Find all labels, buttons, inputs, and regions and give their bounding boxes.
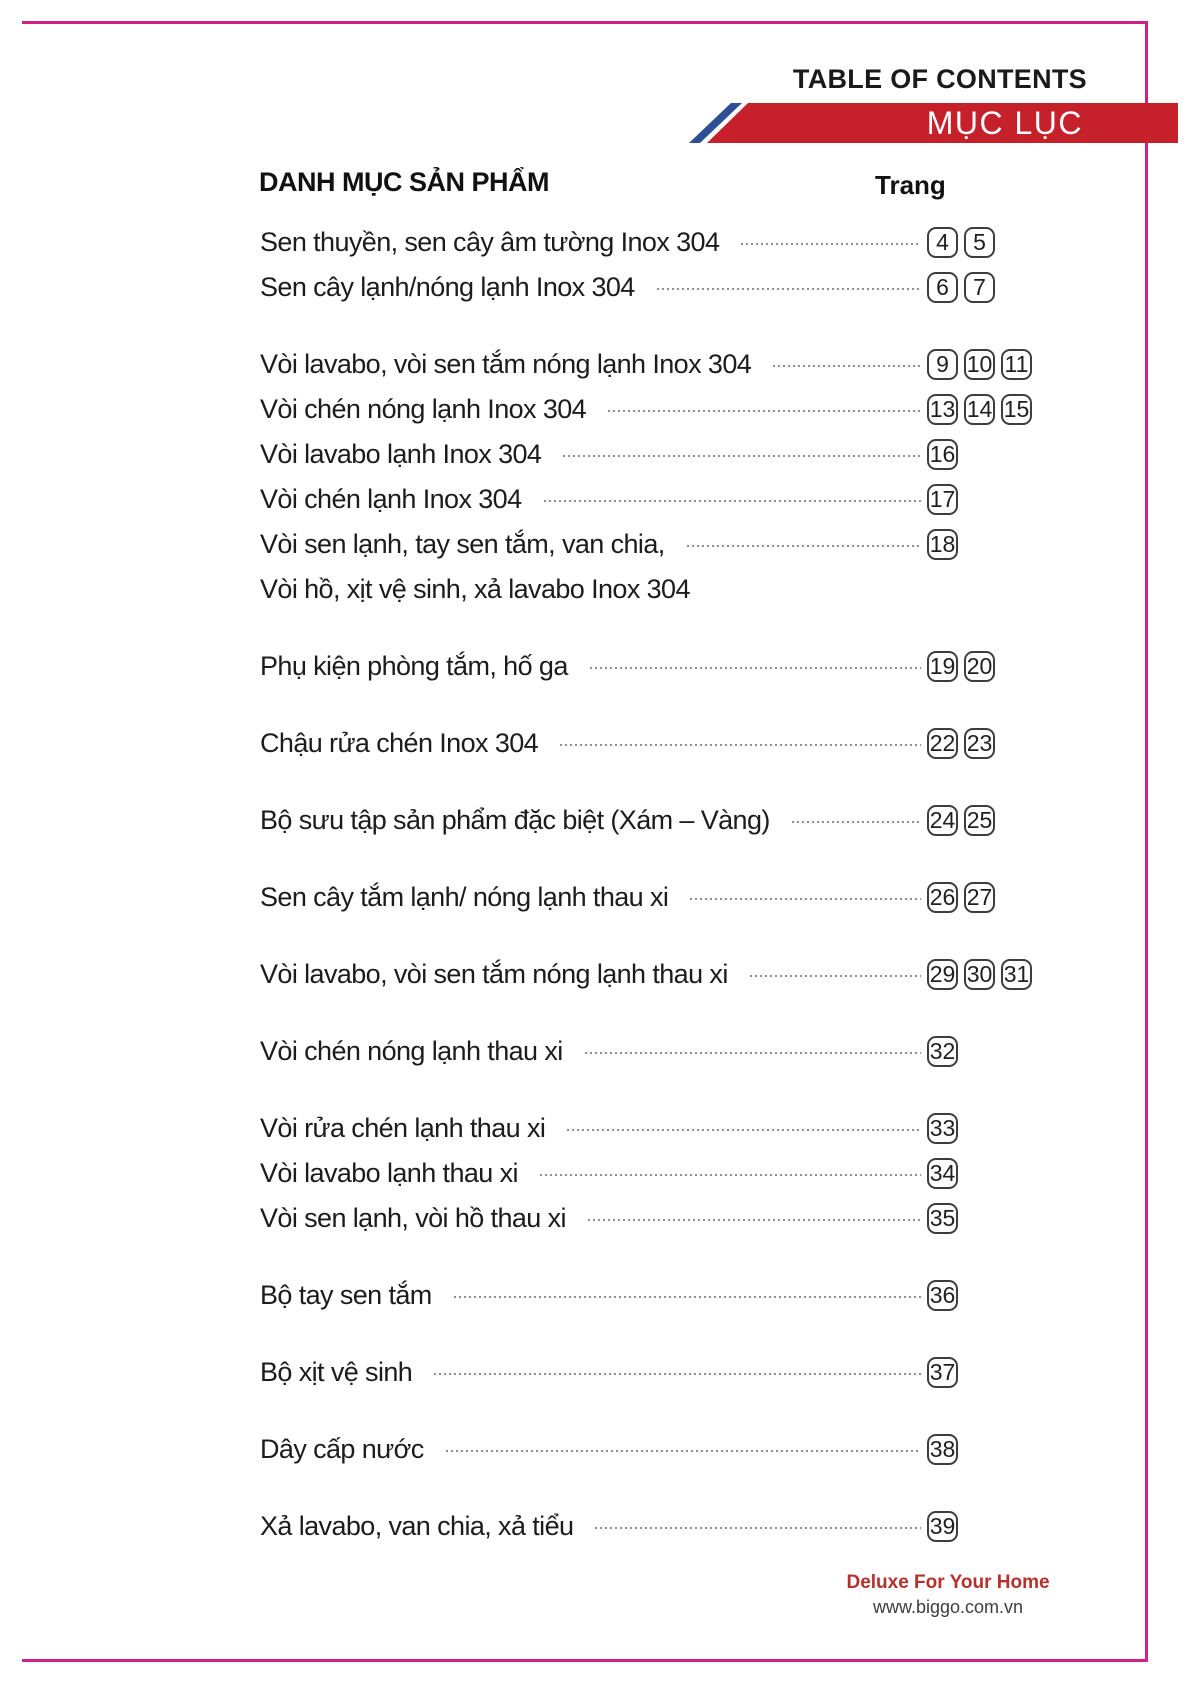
toc-row <box>260 1151 1032 1196</box>
toc-entry-label: Bộ tay sen tắm <box>260 1280 432 1310</box>
toc-row <box>260 432 1032 477</box>
page-number-badge: 19 <box>927 651 958 682</box>
page-number-badge: 35 <box>927 1203 958 1234</box>
toc-entry-label: Vòi lavabo, vòi sen tắm nóng lạnh Inox 304 <box>260 349 752 379</box>
toc-row <box>260 1350 1032 1395</box>
toc-heading: DANH MỤC SẢN PHẨM <box>259 167 549 197</box>
dotted-leader <box>540 1174 921 1176</box>
toc-entry-label: Chậu rửa chén Inox 304 <box>260 728 539 758</box>
toc-entry-label: Vòi lavabo, vòi sen tắm nóng lạnh thau xi <box>260 959 728 989</box>
toc-entry-label: Vòi chén nóng lạnh Inox 304 <box>260 394 587 424</box>
toc-row <box>260 342 1032 387</box>
page-number-badge: 36 <box>927 1280 958 1311</box>
page-number-badge: 13 <box>927 394 958 425</box>
page-number-badge: 4 <box>927 227 958 258</box>
page-number-group <box>927 1434 1032 1465</box>
dotted-leader <box>687 545 921 547</box>
toc-section <box>260 798 1032 843</box>
toc-list <box>260 220 1032 1549</box>
page-number-group <box>927 959 1032 990</box>
dotted-leader <box>544 500 921 502</box>
page-number-badge: 20 <box>964 651 995 682</box>
toc-row <box>260 477 1032 522</box>
toc-row <box>260 567 1032 612</box>
toc-row <box>260 522 1032 567</box>
toc-entry-label: Vòi chén nóng lạnh thau xi <box>260 1036 563 1066</box>
toc-entry-label: Sen cây lạnh/nóng lạnh Inox 304 <box>260 272 635 302</box>
dotted-leader <box>750 975 921 977</box>
page-number-badge: 10 <box>964 349 995 380</box>
page-title-english: TABLE OF CONTENTS <box>792 64 1087 94</box>
toc-entry-label: Vòi chén lạnh Inox 304 <box>260 484 522 514</box>
page-number-badge: 33 <box>927 1113 958 1144</box>
page-number-badge: 23 <box>964 728 995 759</box>
dotted-leader <box>657 288 921 290</box>
toc-entry-label: Bộ sưu tập sản phẩm đặc biệt (Xám – Vàng) <box>260 805 770 835</box>
dotted-leader <box>690 898 921 900</box>
dotted-leader <box>595 1527 921 1529</box>
page-number-group <box>927 1511 1032 1542</box>
page-number-badge: 14 <box>964 394 995 425</box>
footer-website: www.biggo.com.vn <box>872 1597 1024 1617</box>
toc-row <box>260 1273 1032 1318</box>
toc-entry-label: Vòi lavabo lạnh Inox 304 <box>260 439 542 469</box>
page-number-badge: 30 <box>964 959 995 990</box>
page-number-badge: 31 <box>1001 959 1032 990</box>
dotted-leader <box>454 1296 921 1298</box>
page-number-badge: 17 <box>927 484 958 515</box>
page-number-badge: 11 <box>1001 349 1032 380</box>
toc-section <box>260 1350 1032 1395</box>
page-number-group <box>927 882 1032 913</box>
page-number-group <box>927 805 1032 836</box>
page-number-group <box>927 529 1032 560</box>
page-number-group <box>927 272 1032 303</box>
toc-row <box>260 1504 1032 1549</box>
toc-row <box>260 875 1032 920</box>
page-number-badge: 34 <box>927 1158 958 1189</box>
dotted-leader <box>741 243 921 245</box>
page-number-badge: 16 <box>927 439 958 470</box>
toc-section <box>260 1504 1032 1549</box>
page-number-group <box>927 651 1032 682</box>
dotted-leader <box>792 821 921 823</box>
toc-entry-label: Sen thuyền, sen cây âm tường Inox 304 <box>260 227 720 257</box>
dotted-leader <box>434 1373 921 1375</box>
page-number-badge: 18 <box>927 529 958 560</box>
toc-row <box>260 1029 1032 1074</box>
toc-row <box>260 220 1032 265</box>
dotted-leader <box>773 365 921 367</box>
toc-entry-label: Vòi lavabo lạnh thau xi <box>260 1158 518 1188</box>
page-number-badge: 26 <box>927 882 958 913</box>
page-number-badge: 24 <box>927 805 958 836</box>
dotted-leader <box>590 667 921 669</box>
page-number-badge: 38 <box>927 1434 958 1465</box>
toc-entry-label: Dây cấp nước <box>260 1434 424 1464</box>
footer-tagline: Deluxe For Your Home <box>846 1572 1050 1593</box>
toc-row <box>260 721 1032 766</box>
page-number-group <box>927 1158 1032 1189</box>
page-number-group <box>927 349 1032 380</box>
page-number-group <box>927 1036 1032 1067</box>
page-number-group <box>927 728 1032 759</box>
toc-section <box>260 1029 1032 1074</box>
toc-section <box>260 875 1032 920</box>
page-number-badge: 29 <box>927 959 958 990</box>
dotted-leader <box>567 1129 921 1131</box>
page-number-badge: 15 <box>1001 394 1032 425</box>
page-number-group <box>927 1280 1032 1311</box>
toc-section <box>260 220 1032 310</box>
toc-entry-label: Bộ xịt vệ sinh <box>260 1357 413 1387</box>
page-number-badge: 27 <box>964 882 995 913</box>
footer <box>843 1572 1053 1618</box>
toc-section <box>260 1273 1032 1318</box>
page-number-badge: 9 <box>927 349 958 380</box>
page-number-badge: 5 <box>964 227 995 258</box>
toc-row <box>260 1427 1032 1472</box>
toc-section <box>260 1106 1032 1241</box>
toc-row <box>260 265 1032 310</box>
toc-row <box>260 387 1032 432</box>
page-column-label: Trang <box>875 170 946 200</box>
page-number-badge: 25 <box>964 805 995 836</box>
toc-entry-label: Xả lavabo, van chia, xả tiểu <box>260 1511 574 1541</box>
page-number-group <box>927 484 1032 515</box>
page-number-group <box>927 1203 1032 1234</box>
dotted-leader <box>560 744 921 746</box>
page-number-badge: 6 <box>927 272 958 303</box>
dotted-leader <box>608 410 921 412</box>
toc-section <box>260 721 1032 766</box>
page-number-group <box>927 227 1032 258</box>
toc-row <box>260 952 1032 997</box>
page-number-badge: 39 <box>927 1511 958 1542</box>
page-number-group <box>927 1113 1032 1144</box>
toc-row <box>260 644 1032 689</box>
toc-entry-label: Phụ kiện phòng tắm, hố ga <box>260 651 568 681</box>
toc-row <box>260 798 1032 843</box>
page-number-badge: 22 <box>927 728 958 759</box>
page-number-group <box>927 394 1032 425</box>
toc-section <box>260 644 1032 689</box>
toc-entry-label: Vòi sen lạnh, vòi hồ thau xi <box>260 1203 566 1233</box>
page-number-group <box>927 1357 1032 1388</box>
page-number-badge: 32 <box>927 1036 958 1067</box>
toc-section <box>260 342 1032 612</box>
toc-row <box>260 1196 1032 1241</box>
page-title-vietnamese: MỤC LỤC <box>926 104 1083 141</box>
page-number-badge: 37 <box>927 1357 958 1388</box>
toc-section <box>260 1427 1032 1472</box>
dotted-leader <box>585 1052 921 1054</box>
toc-entry-label: Vòi rửa chén lạnh thau xi <box>260 1113 546 1143</box>
dotted-leader <box>563 455 921 457</box>
page-number-group <box>927 439 1032 470</box>
toc-entry-label: Sen cây tắm lạnh/ nóng lạnh thau xi <box>260 882 669 912</box>
toc-section <box>260 952 1032 997</box>
dotted-leader <box>588 1219 921 1221</box>
page-number-badge: 7 <box>964 272 995 303</box>
toc-entry-label: Vòi sen lạnh, tay sen tắm, van chia, <box>260 529 665 559</box>
dotted-leader <box>446 1450 921 1452</box>
toc-entry-label: Vòi hồ, xịt vệ sinh, xả lavabo Inox 304 <box>260 574 690 604</box>
toc-row <box>260 1106 1032 1151</box>
